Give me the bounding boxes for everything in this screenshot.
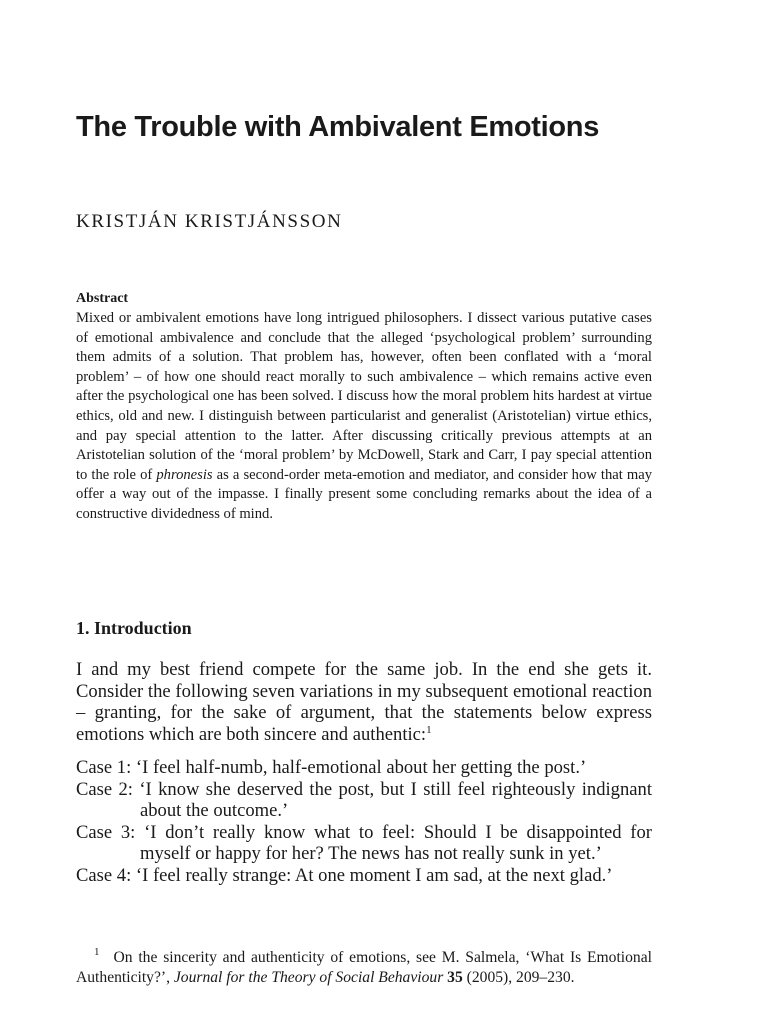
footnote-text-part-1: On the sincerity and authenticity of emotions, see M. Salmela, ‘What Is Emotional Authenticity?’, xyxy=(76,949,652,986)
abstract-heading: Abstract xyxy=(76,291,129,306)
case-item xyxy=(76,779,652,822)
footnote-text-part-2: (2005), 209–230. xyxy=(462,969,575,986)
abstract-text-part-1: Mixed or ambivalent emotions have long intrigued philosophers. I dissect various putative cases of emotional ambivalence and conclude that the alleged ‘psychological problem’ surrounding them admits of a solution. That problem has, however, often been conflated with a ‘moral problem’ – of how one should react morally to such ambivalence – which remains active even after the psychological one has been solved. I discuss how the moral problem hits hardest at virtue ethics, old and new. I distinguish between particularist and generalist (Aristotelian) virtue ethics, and pay special attention to the latter. After discussing critically previous attempts at an Aristotelian solution of the ‘moral problem’ by McDowell, Stark and Carr, I pay special attention to the role of xyxy=(76,310,652,483)
footnote-reference: 1 xyxy=(426,723,432,736)
footnote xyxy=(76,948,652,988)
case-text: ‘I don’t really know what to feel: Should I be disappointed for myself or happy for her? The news has not really sunk in yet.’ xyxy=(140,821,652,865)
case-text: ‘I know she deserved the post, but I still feel righteously indignant about the outcome.’ xyxy=(139,778,652,822)
case-item xyxy=(76,865,652,887)
case-label: Case 4: xyxy=(76,864,132,886)
footnote-number: 1 xyxy=(94,946,100,958)
abstract-body xyxy=(76,309,652,525)
section-heading-introduction: 1. Introduction xyxy=(76,618,192,638)
case-list xyxy=(76,757,652,887)
case-text: ‘I feel half-numb, half-emotional about her getting the post.’ xyxy=(135,757,587,778)
paper-title: The Trouble with Ambivalent Emotions xyxy=(76,111,600,143)
introduction-paragraph xyxy=(76,659,652,745)
case-item xyxy=(76,822,652,865)
abstract-italic-term: phronesis xyxy=(156,466,213,483)
footnote-journal-title: Journal for the Theory of Social Behaviour xyxy=(173,969,444,986)
case-label: Case 1: xyxy=(76,757,132,778)
abstract-text-part-2: as a second-order meta-emotion and mediator, and consider how that may offer a way out of the impasse. I finally present some concluding remarks about the idea of a constructive dividedness of mind. xyxy=(76,466,652,522)
author-name: KRISTJÁN KRISTJÁNSSON xyxy=(76,211,343,232)
footnote-volume: 35 xyxy=(447,969,463,986)
introduction-text: I and my best friend compete for the same job. In the end she gets it. Consider the following seven variations in my subsequent emotional reaction – granting, for the sake of argument, that the statements below express emotions which are both sincere and authentic: xyxy=(76,659,652,745)
case-item xyxy=(76,757,652,779)
case-label: Case 2: xyxy=(76,778,133,800)
case-text: ‘I feel really strange: At one moment I am sad, at the next glad.’ xyxy=(135,864,613,886)
case-label: Case 3: xyxy=(76,821,136,843)
abstract-block xyxy=(76,289,652,525)
